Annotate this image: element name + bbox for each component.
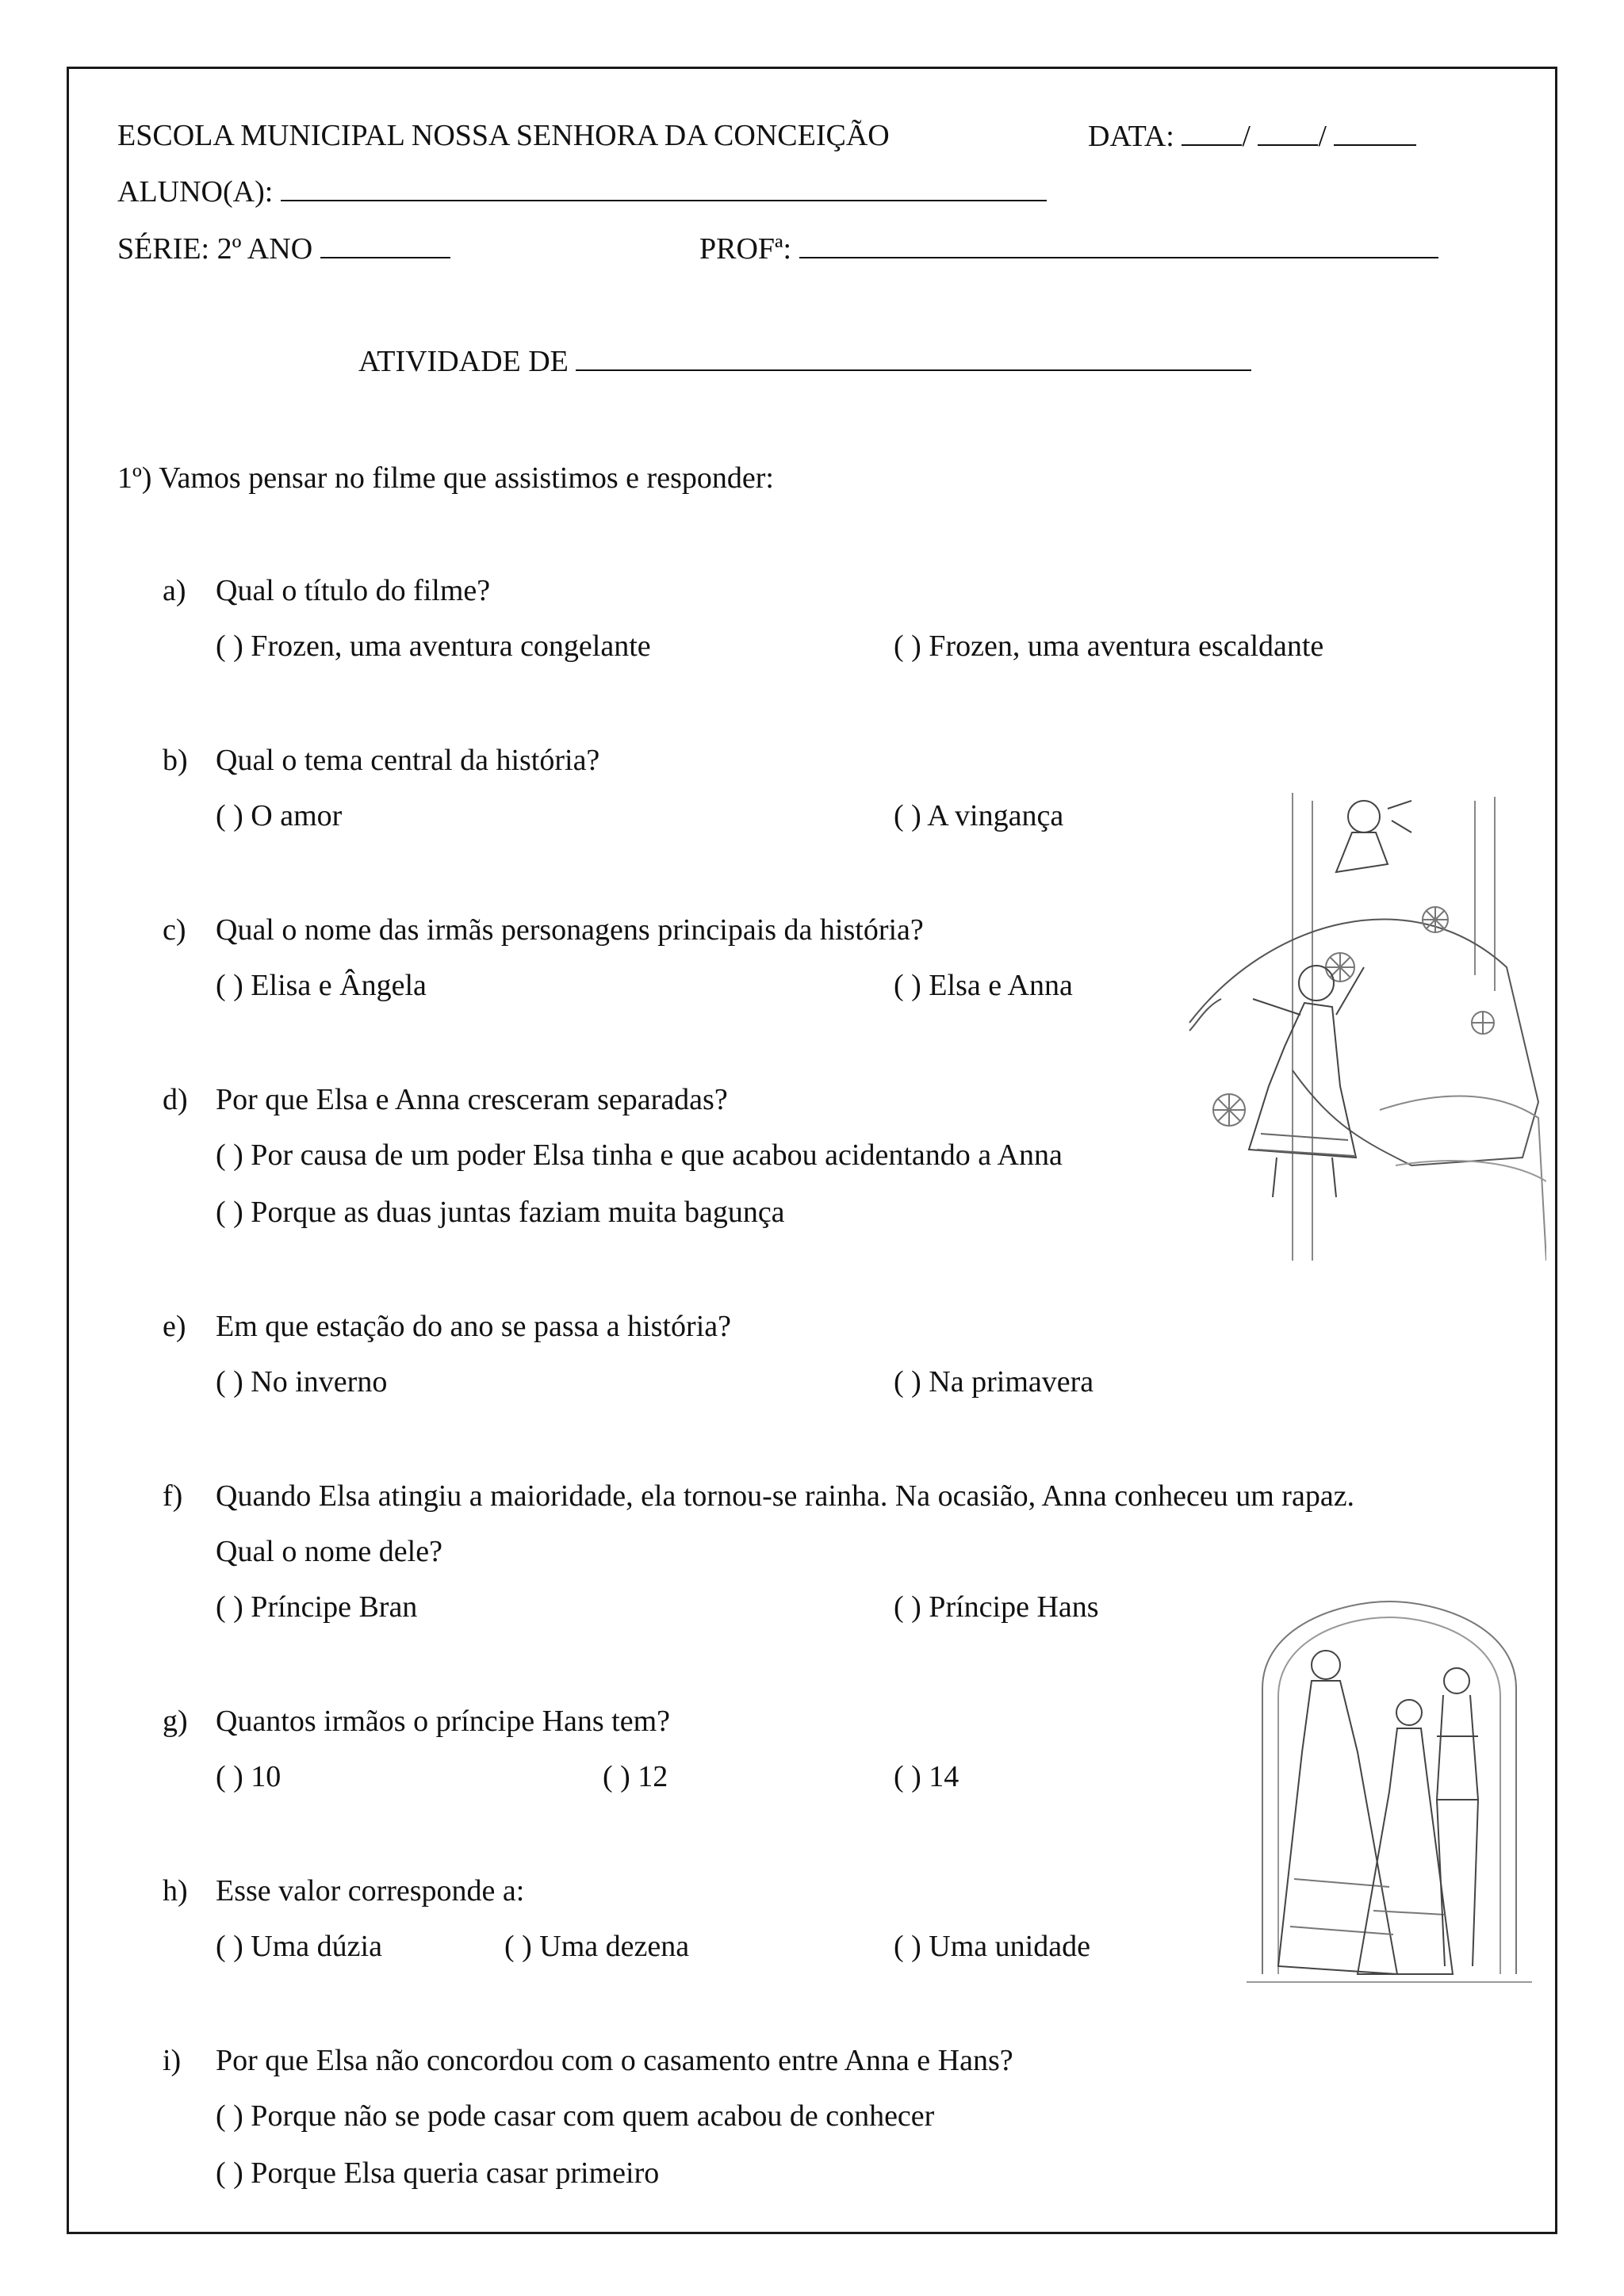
grade-blank[interactable] [320, 233, 450, 258]
question-text: Qual o título do filme? [216, 574, 491, 607]
answer-option[interactable]: ( ) Uma unidade [894, 1930, 1090, 1963]
answer-option[interactable]: ( ) No inverno [216, 1365, 388, 1399]
question-text-continued: Qual o nome dele? [216, 1535, 442, 1568]
date-field[interactable] [1088, 121, 1416, 151]
activity-label: ATIVIDADE DE [358, 345, 569, 378]
date-separator: / [1242, 120, 1251, 153]
answer-option[interactable]: ( ) Por causa de um poder Elsa tinha e que acabou acidentando a Anna [216, 1138, 1063, 1172]
question-letter: d) [163, 1083, 188, 1116]
student-field[interactable] [117, 176, 1047, 207]
question-letter: g) [163, 1705, 188, 1738]
answer-option[interactable]: ( ) 10 [216, 1760, 282, 1793]
question-text: Quando Elsa atingiu a maioridade, ela tornou-se rainha. Na ocasião, Anna conheceu um rapaz. [216, 1479, 1355, 1513]
question-text: Por que Elsa não concordou com o casamento entre Anna e Hans? [216, 2044, 1013, 2077]
question-letter: f) [163, 1479, 183, 1513]
answer-option[interactable]: ( ) Na primavera [894, 1365, 1094, 1399]
question-letter: c) [163, 913, 186, 947]
teacher-blank[interactable] [799, 233, 1438, 258]
school-name: ESCOLA MUNICIPAL NOSSA SENHORA DA CONCEIÇÃO [117, 119, 890, 152]
question-letter: i) [163, 2044, 182, 2077]
intro-instruction: 1º) Vamos pensar no filme que assistimos e responder: [117, 461, 774, 495]
answer-option[interactable]: ( ) A vingança [894, 799, 1064, 832]
answer-option[interactable]: ( ) Uma dúzia [216, 1930, 382, 1963]
answer-option[interactable]: ( ) Príncipe Bran [216, 1590, 418, 1624]
date-day-blank[interactable] [1182, 121, 1242, 146]
answer-option[interactable]: ( ) Uma dezena [504, 1930, 690, 1963]
answer-option[interactable]: ( ) 12 [603, 1760, 668, 1793]
date-month-blank[interactable] [1258, 121, 1318, 146]
question-letter: a) [163, 574, 186, 607]
answer-option[interactable]: ( ) O amor [216, 799, 343, 832]
teacher-label: PROFª: [699, 232, 792, 266]
answer-option[interactable]: ( ) 14 [894, 1760, 959, 1793]
grade-field[interactable] [117, 233, 450, 264]
frozen-sisters-illustration [1174, 785, 1546, 1261]
activity-blank[interactable] [576, 346, 1251, 371]
question-letter: b) [163, 744, 188, 777]
answer-option[interactable]: ( ) Elisa e Ângela [216, 969, 427, 1002]
date-year-blank[interactable] [1334, 121, 1416, 146]
answer-option[interactable]: ( ) Porque Elsa queria casar primeiro [216, 2156, 660, 2190]
question-letter: e) [163, 1310, 186, 1343]
student-blank[interactable] [281, 176, 1047, 201]
answer-option[interactable]: ( ) Frozen, uma aventura escaldante [894, 629, 1324, 663]
question-letter: h) [163, 1874, 188, 1908]
activity-title[interactable] [358, 346, 1251, 377]
question-text: Em que estação do ano se passa a história? [216, 1310, 731, 1343]
answer-option[interactable]: ( ) Porque não se pode casar com quem acabou de conhecer [216, 2099, 935, 2133]
answer-option[interactable]: ( ) Príncipe Hans [894, 1590, 1099, 1624]
question-text: Esse valor corresponde a: [216, 1874, 525, 1908]
student-label: ALUNO(A): [117, 175, 274, 209]
question-text: Por que Elsa e Anna cresceram separadas? [216, 1083, 728, 1116]
answer-option[interactable]: ( ) Frozen, uma aventura congelante [216, 629, 651, 663]
date-separator: / [1318, 120, 1327, 153]
question-text: Qual o tema central da história? [216, 744, 600, 777]
teacher-field[interactable] [699, 233, 1438, 264]
question-text: Qual o nome das irmãs personagens principais da história? [216, 913, 924, 947]
grade-label: SÉRIE: [117, 232, 210, 266]
answer-option[interactable]: ( ) Porque as duas juntas faziam muita bagunça [216, 1196, 785, 1229]
date-label: DATA: [1088, 120, 1174, 153]
grade-value: 2º ANO [216, 232, 313, 266]
question-text: Quantos irmãos o príncipe Hans tem? [216, 1705, 671, 1738]
elsa-anna-hans-illustration [1247, 1594, 1532, 1990]
answer-option[interactable]: ( ) Elsa e Anna [894, 969, 1073, 1002]
